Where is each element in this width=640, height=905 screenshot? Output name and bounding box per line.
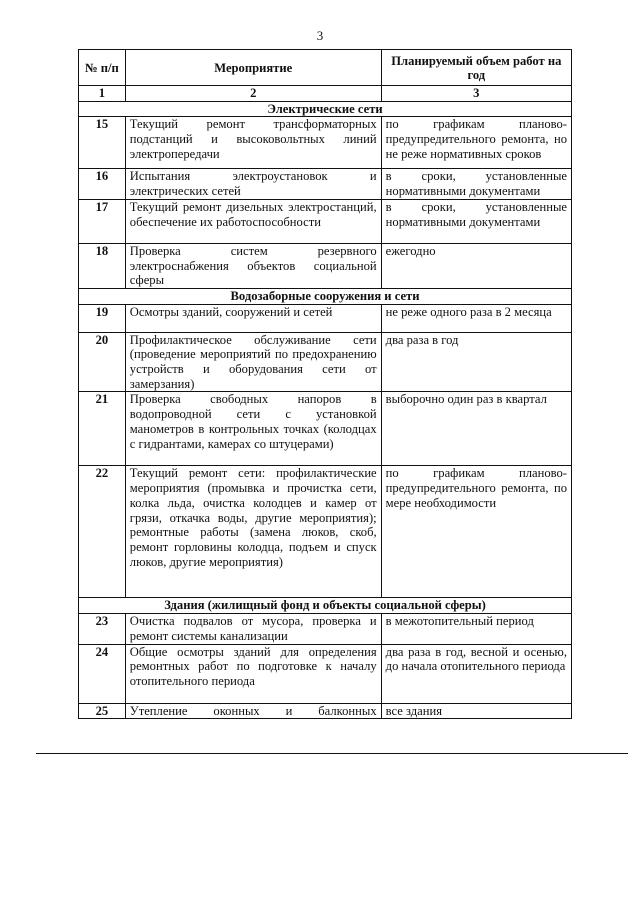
row-number: 20: [79, 332, 126, 392]
row-volume: два раза в год: [381, 332, 571, 392]
row-number: 22: [79, 466, 126, 598]
section-row: [79, 101, 572, 117]
row-volume: в межотопительный период: [381, 614, 571, 644]
row-number: 16: [79, 169, 126, 199]
column-index: 3: [381, 86, 571, 102]
row-number: 21: [79, 392, 126, 466]
table-row: [79, 392, 572, 466]
row-measure: Проверка свободных напоров в водопроводной сети с установкой манометров в контрольных точках (колодцах с гидрантами, камерах со штуцерами): [125, 392, 381, 466]
section-title: Водозаборные сооружения и сети: [79, 288, 572, 304]
table-row: [79, 169, 572, 199]
row-volume: все здания: [381, 703, 571, 719]
row-number: 24: [79, 644, 126, 703]
row-measure: Профилактическое обслуживание сети (проведение мероприятий по предохранению устройств и оборудования сети от замерзания): [125, 332, 381, 392]
row-volume: два раза в год, весной и осенью, до начала отопительного периода: [381, 644, 571, 703]
row-volume: по графикам планово-предупредительного ремонта, но не реже нормативных сроков: [381, 117, 571, 169]
section-row: [79, 598, 572, 614]
section-title: Электрические сети: [79, 101, 572, 117]
row-volume: выборочно один раз в квартал: [381, 392, 571, 466]
table-row: [79, 703, 572, 719]
row-number: 25: [79, 703, 126, 719]
row-volume: ежегодно: [381, 243, 571, 288]
page-bottom-rule: [36, 753, 628, 754]
table-row: [79, 466, 572, 598]
header-number: № п/п: [79, 50, 126, 86]
table-row: [79, 332, 572, 392]
row-number: 15: [79, 117, 126, 169]
row-volume: в сроки, установленные нормативными документами: [381, 199, 571, 243]
header-volume: Планируемый объем работ на год: [381, 50, 571, 86]
column-index: 1: [79, 86, 126, 102]
row-measure: Текущий ремонт дизельных электростанций, обеспечение их работоспособности: [125, 199, 381, 243]
table-row: [79, 304, 572, 332]
table-row: [79, 243, 572, 288]
section-title: Здания (жилищный фонд и объекты социальной сферы): [79, 598, 572, 614]
row-measure: Общие осмотры зданий для определения ремонтных работ по подготовке к началу отопительного периода: [125, 644, 381, 703]
row-measure: Утепление оконных и балконных: [125, 703, 381, 719]
table-header-row: [79, 50, 572, 86]
row-volume: по графикам планово-предупредительного ремонта, по мере необходимости: [381, 466, 571, 598]
table-row: [79, 614, 572, 644]
section-row: [79, 288, 572, 304]
page-number: 3: [316, 28, 324, 43]
row-measure: Текущий ремонт сети: профилактические мероприятия (промывка и прочистка сети, колка льда, очистка колодцев и камер от грязи, откачка воды, другие мероприятия); ремонтные работы (замена люков, скоб, ремонт горловины колодца, подъем и спуск люков, другие мероприятия): [125, 466, 381, 598]
work-plan-table: [78, 49, 572, 719]
row-number: 17: [79, 199, 126, 243]
table-row: [79, 199, 572, 243]
row-number: 23: [79, 614, 126, 644]
row-measure: Осмотры зданий, сооружений и сетей: [125, 304, 381, 332]
row-measure: Проверка систем резервного электроснабжения объектов социальной сферы: [125, 243, 381, 288]
row-number: 19: [79, 304, 126, 332]
row-volume: в сроки, установленные нормативными документами: [381, 169, 571, 199]
row-measure: Испытания электроустановок и электрических сетей: [125, 169, 381, 199]
row-volume: не реже одного раза в 2 месяца: [381, 304, 571, 332]
column-index-row: [79, 86, 572, 102]
row-number: 18: [79, 243, 126, 288]
table-row: [79, 644, 572, 703]
table-row: [79, 117, 572, 169]
row-measure: Очистка подвалов от мусора, проверка и ремонт системы канализации: [125, 614, 381, 644]
column-index: 2: [125, 86, 381, 102]
row-measure: Текущий ремонт трансформаторных подстанций и высоковольтных линий электропередачи: [125, 117, 381, 169]
header-measure: Мероприятие: [125, 50, 381, 86]
